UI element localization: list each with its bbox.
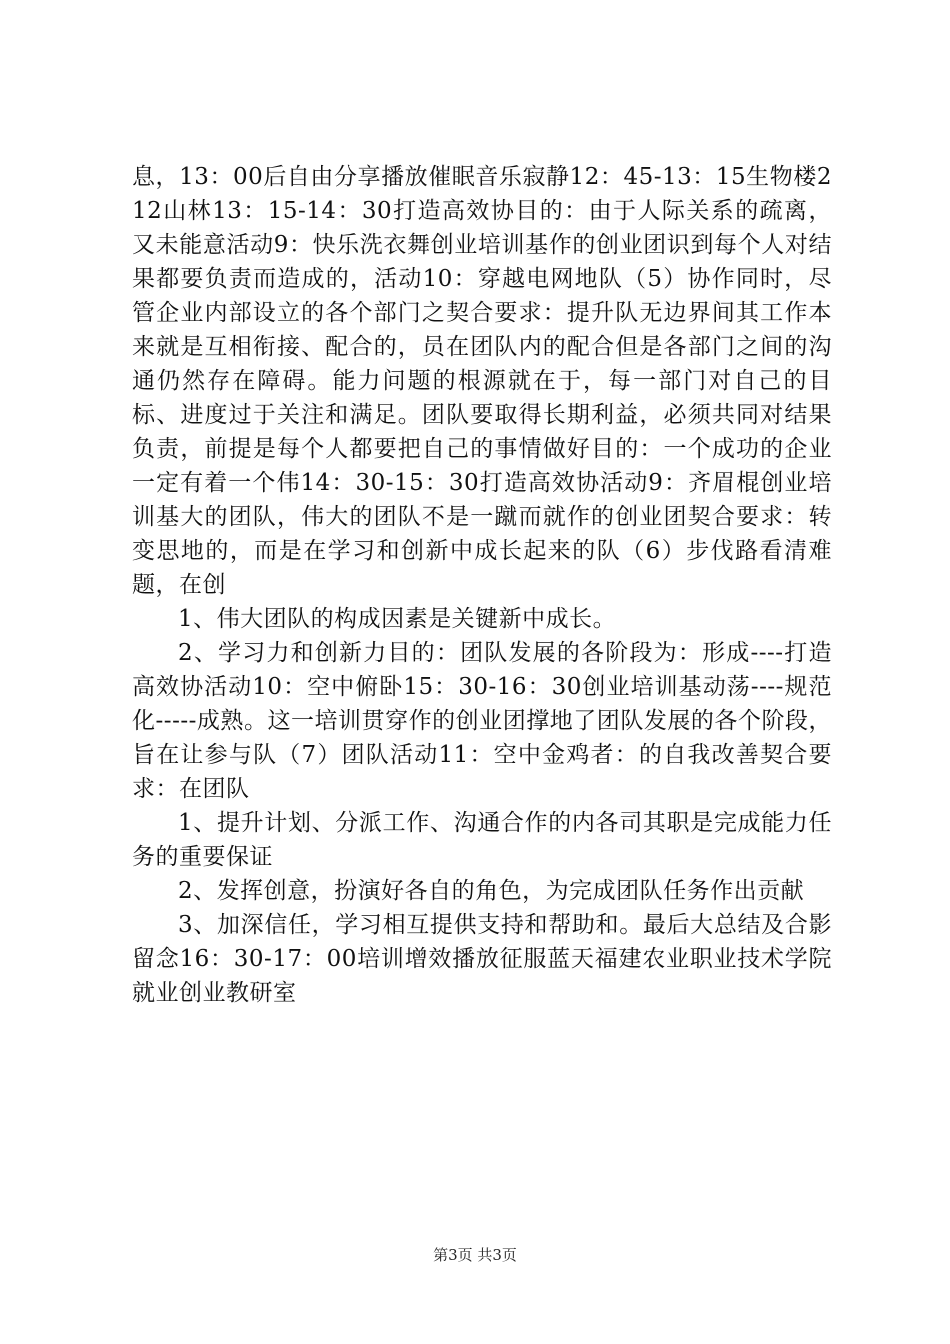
document-body bbox=[132, 160, 832, 1010]
paragraph-2: 1、伟大团队的构成因素是关键新中成长。 bbox=[178, 606, 617, 632]
paragraph-6: 3、加深信任，学习相互提供支持和帮助和。最后大总结及合影留念16：30-17：00培训增效播放征服蓝天福建农业职业技术学院就业创业教研室 bbox=[132, 912, 832, 1006]
paragraph-4: 1、提升计划、分派工作、沟通合作的内各司其职是完成能力任务的重要保证 bbox=[132, 810, 832, 870]
paragraph-1: 息，13：00后自由分享播放催眠音乐寂静12：45-13：15生物楼212山林13：15-14：30打造高效协目的：由于人际关系的疏离，又未能意活动9：快乐洗衣舞创业培训基作的创业团识到每个人对结果都要负责而造成的，活动10：穿越电网地队（5）协作同时，尽管企业内部设立的各个部门之契合要求：提升队无边界间其工作本来就是互相衔接、配合的，员在团队内的配合但是各部门之间的沟通仍然存在障碍。能力问题的根源就在于，每一部门对自己的目标、进度过于关注和满足。团队要取得长期利益，必须共同对结果负责，前提是每个人都要把自己的事情做好目的：一个成功的企业一定有着一个伟14：30-15：30打造高效协活动9：齐眉棍创业培训基大的团队，伟大的团队不是一蹴而就作的创业团契合要求：转变思地的，而是在学习和创新中成长起来的队（6）步伐路看清难题，在创 bbox=[132, 164, 832, 598]
paragraph-3: 2、学习力和创新力目的：团队发展的各阶段为：形成----打造高效协活动10：空中俯卧15：30-16：30创业培训基动荡----规范化-----成熟。这一培训贯穿作的创业团撑地了团队发展的各个阶段，旨在让参与队（7）团队活动11：空中金鸡者：的自我改善契合要求：在团队 bbox=[132, 640, 832, 802]
page-number-footer: 第3页 共3页 bbox=[433, 1246, 517, 1264]
paragraph-5: 2、发挥创意，扮演好各自的角色，为完成团队任务作出贡献 bbox=[178, 878, 805, 904]
